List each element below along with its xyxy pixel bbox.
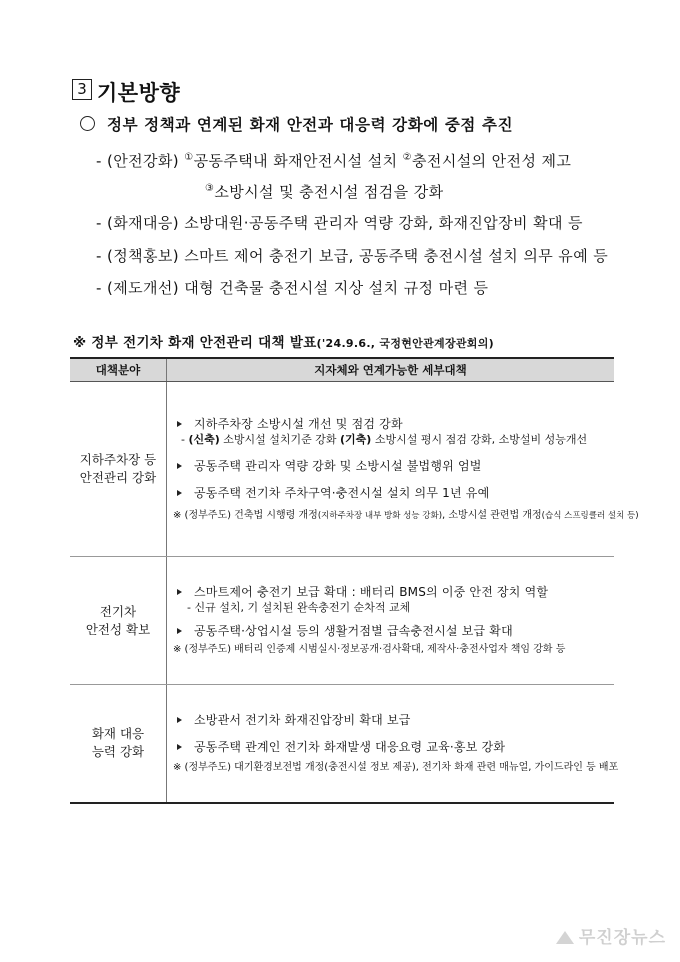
sub-list-item: - 신규 설치, 기 설치된 완속충전기 순차적 교체 (187, 601, 411, 614)
row-details (167, 557, 615, 685)
list-item (173, 584, 614, 600)
caption-text: ※ 정부 전기차 화재 안전관리 대책 발표 (73, 335, 317, 351)
sub-bullet-text: 소방시설 및 충전시설 점검을 강화 (214, 183, 444, 201)
section-number-box: 3 (72, 79, 92, 100)
category-line: 안전관리 강화 (79, 470, 157, 485)
table-row (70, 685, 614, 803)
sub-bullet-text: 공동주택내 화재안전시설 설치 (193, 152, 403, 170)
list-item (173, 485, 614, 501)
triangle-bullet-icon (177, 744, 182, 750)
triangle-bullet-icon (177, 717, 182, 723)
list-item (173, 623, 614, 639)
item-text: 소방관서 전기차 화재진압장비 확대 보급 (194, 712, 411, 727)
header-category: 대책분야 (70, 358, 167, 382)
list-item (173, 712, 614, 728)
sub-bullet-safety (96, 150, 571, 171)
tag-existing: (기축) (340, 432, 372, 446)
caption-source: ('24.9.6., 국정현안관계장관회의) (316, 337, 494, 350)
table-row (70, 382, 614, 557)
main-bullet-text: 정부 정책과 연계된 화재 안전과 대응력 강화에 중점 추진 (107, 116, 514, 134)
sub-bullet-regulation: - (제도개선) 대형 건축물 충전시설 지상 설치 규정 마련 등 (96, 279, 489, 297)
item-text: 스마트제어 충전기 보급 확대 : 배터리 BMS의 이중 안전 장치 역할 (194, 585, 549, 599)
row-category (70, 382, 167, 557)
header-details: 지자체와 연계가능한 세부대책 (167, 358, 615, 382)
sub-text: 소방시설 설치기준 강화 (219, 432, 341, 446)
category-line: 전기차 (99, 603, 137, 619)
category-line: 능력 강화 (91, 744, 145, 760)
watermark-text: 무진장뉴스 (578, 928, 666, 948)
sub-list-item (173, 432, 614, 447)
section-title: 기본방향 (97, 81, 181, 105)
table-caption (73, 331, 494, 351)
mountain-logo-icon (556, 931, 574, 944)
sub-bullet-label: - (안전강화) (96, 152, 185, 170)
item-text: 공동주택 전기차 주차구역·충전시설 설치 의무 1년 유예 (194, 485, 490, 500)
note-text: , 소방시설 관련법 개정 (442, 509, 542, 521)
note-small: (습식 스프링클러 설치 등) (541, 510, 639, 521)
triangle-bullet-icon (177, 490, 182, 496)
circle-bullet-icon (80, 116, 95, 131)
sub-bullet-safety-cont (205, 181, 444, 202)
sub-bullet-policy: - (정책홍보) 스마트 제어 충전기 보급, 공동주택 충전시설 설치 의무 유예 등 (96, 247, 609, 265)
item-text: 공동주택·상업시설 등의 생활거점별 급속충전시설 보급 확대 (194, 624, 513, 638)
row-category (70, 685, 167, 803)
triangle-bullet-icon (177, 589, 182, 595)
note-small: (지하주차장 내부 방화 성능 강화) (317, 510, 443, 521)
tag-new: (신축) (188, 432, 220, 446)
circled-number-2: ② (402, 152, 413, 163)
triangle-bullet-icon (177, 463, 182, 469)
note-item: ※ (정부주도) 배터리 인증제 시범실시·정보공개·검사확대, 제작사·충전사업자 책임 강화 등 (173, 644, 566, 655)
measures-table (70, 357, 639, 804)
row-details (167, 382, 639, 557)
item-text: 공동주택 관계인 전기차 화재발생 대응요령 교육·홍보 강화 (194, 739, 506, 754)
watermark (556, 923, 666, 948)
dash: - (181, 432, 189, 446)
list-item (173, 416, 614, 432)
note-text: ※ (정부주도) 건축법 시행령 개정 (173, 509, 318, 521)
item-text: 지하주차장 소방시설 개선 및 점검 강화 (194, 416, 403, 431)
sub-text: 소방시설 평시 점검 강화, 소방설비 성능개선 (371, 432, 588, 446)
row-details (167, 685, 619, 803)
note-item: ※ (정부주도) 대기환경보전법 개정(충전시설 정보 제공), 전기차 화재 관련 매뉴얼, 가이드라인 등 배포 (173, 761, 619, 773)
sub-bullet-response: - (화재대응) 소방대원·공동주택 관리자 역량 강화, 화재진압장비 확대 등 (96, 214, 583, 232)
list-item (173, 739, 614, 755)
sub-bullet-text: 충전시설의 안전성 제고 (412, 152, 572, 170)
table-header-row (70, 358, 614, 382)
row-category (70, 557, 167, 685)
triangle-bullet-icon (177, 421, 182, 427)
table-row (70, 557, 614, 685)
main-bullet (80, 113, 513, 135)
circled-number-1: ① (184, 152, 194, 163)
category-line: 안전성 확보 (85, 621, 151, 637)
category-line: 지하주차장 등 (79, 452, 157, 467)
category-line: 화재 대응 (91, 726, 145, 742)
triangle-bullet-icon (177, 628, 182, 634)
note-item (173, 509, 639, 523)
circled-number-3: ③ (205, 183, 215, 194)
item-text: 공동주택 관리자 역량 강화 및 소방시설 불법행위 엄벌 (194, 458, 482, 473)
list-item (173, 458, 614, 474)
